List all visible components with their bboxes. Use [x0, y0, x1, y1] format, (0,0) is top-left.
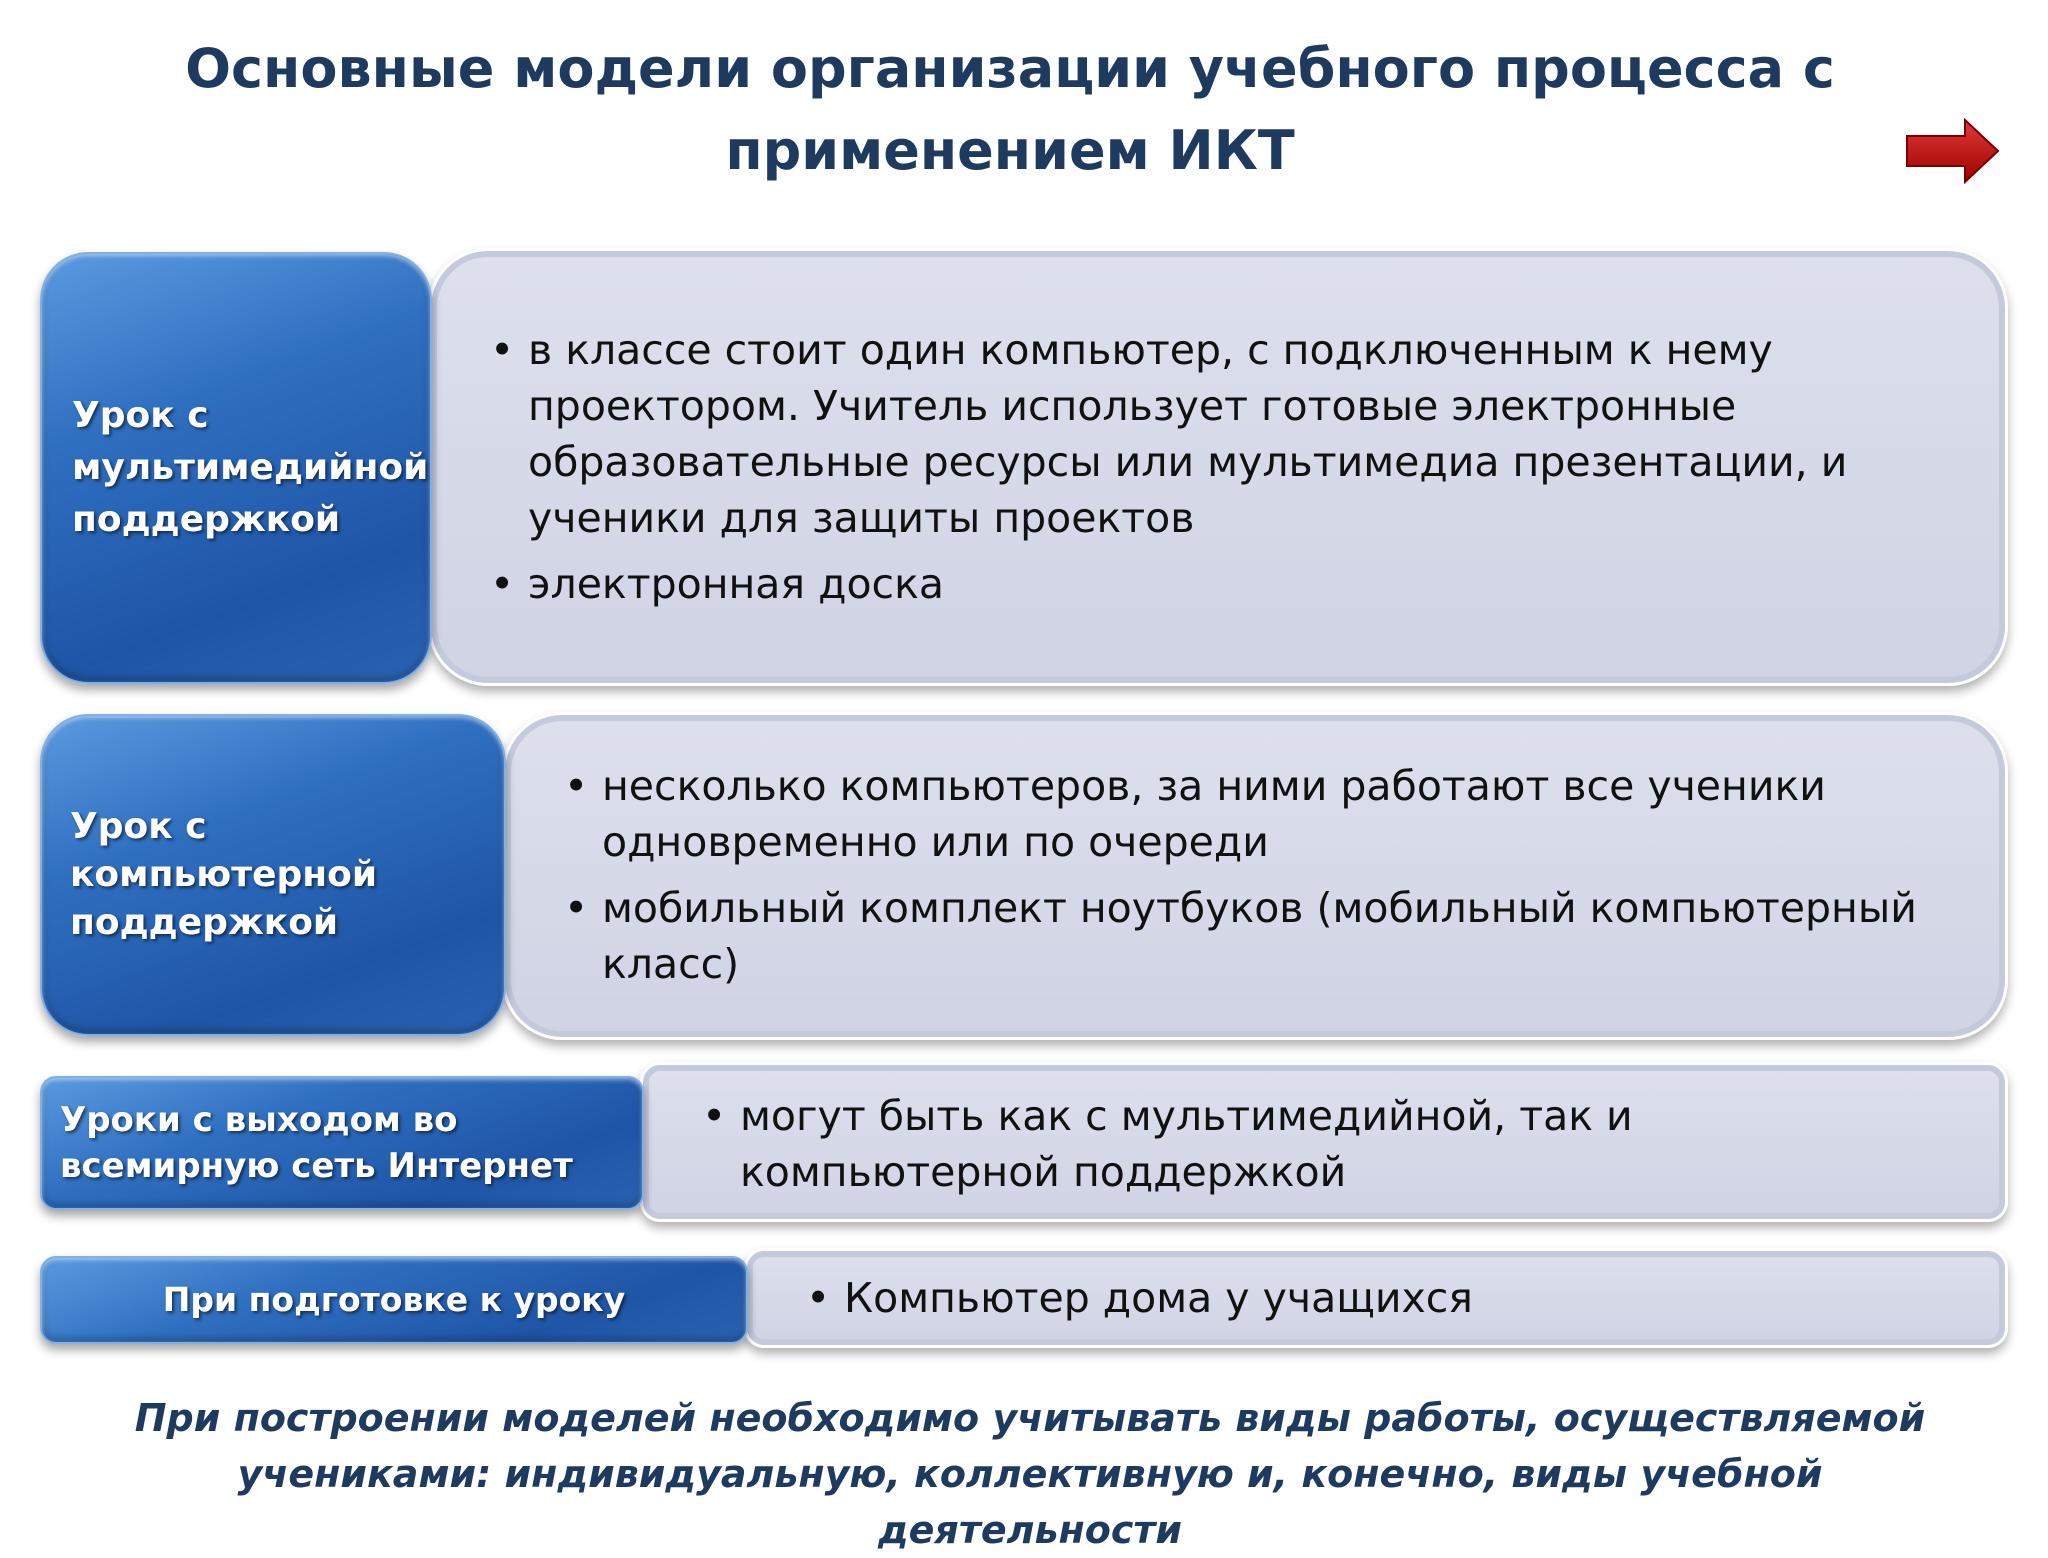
model-label: При подготовке к уроку: [162, 1280, 626, 1319]
model-label-box: [40, 252, 432, 684]
model-label: Урок с компьютерной поддержкой: [70, 806, 378, 943]
footer-note: При построении моделей необходимо учитывать виды работы, осуществляемой учениками: индивидуальную, коллективную и, конечно, виды учебной деятельности: [134, 1396, 1926, 1552]
list-item: • электронная доска: [490, 556, 1960, 612]
bullet-list: [564, 758, 1964, 1002]
bullet-list: [806, 1270, 1956, 1336]
right-arrow-icon[interactable]: [1905, 118, 2000, 184]
model-label-box: [40, 714, 506, 1036]
bullet-list: [490, 322, 1960, 622]
list-item: • несколько компьютеров, за ними работают все ученики одновременно или по очереди: [564, 758, 1964, 870]
page-title: Основные модели организации учебного процесса с применением ИКТ: [185, 37, 1835, 182]
bullet-list: [702, 1088, 1962, 1210]
model-label-box: [40, 1256, 748, 1344]
model-label-box: [40, 1076, 644, 1210]
list-item: • мобильный комплект ноутбуков (мобильный компьютерный класс): [564, 880, 1964, 992]
list-item: • могут быть как с мультимедийной, так и компьютерной поддержкой: [702, 1088, 1962, 1200]
model-label: Урок с мультимедийной поддержкой: [72, 395, 429, 540]
list-item: • Компьютер дома у учащихся: [806, 1270, 1956, 1326]
model-label: Уроки с выходом во всемирную сеть Интернет: [60, 1100, 573, 1186]
list-item: • в классе стоит один компьютер, с подключенным к нему проектором. Учитель использует готовые электронные образовательные ресурсы или мультимедиа презентации, и ученики для защиты проектов: [490, 322, 1960, 546]
